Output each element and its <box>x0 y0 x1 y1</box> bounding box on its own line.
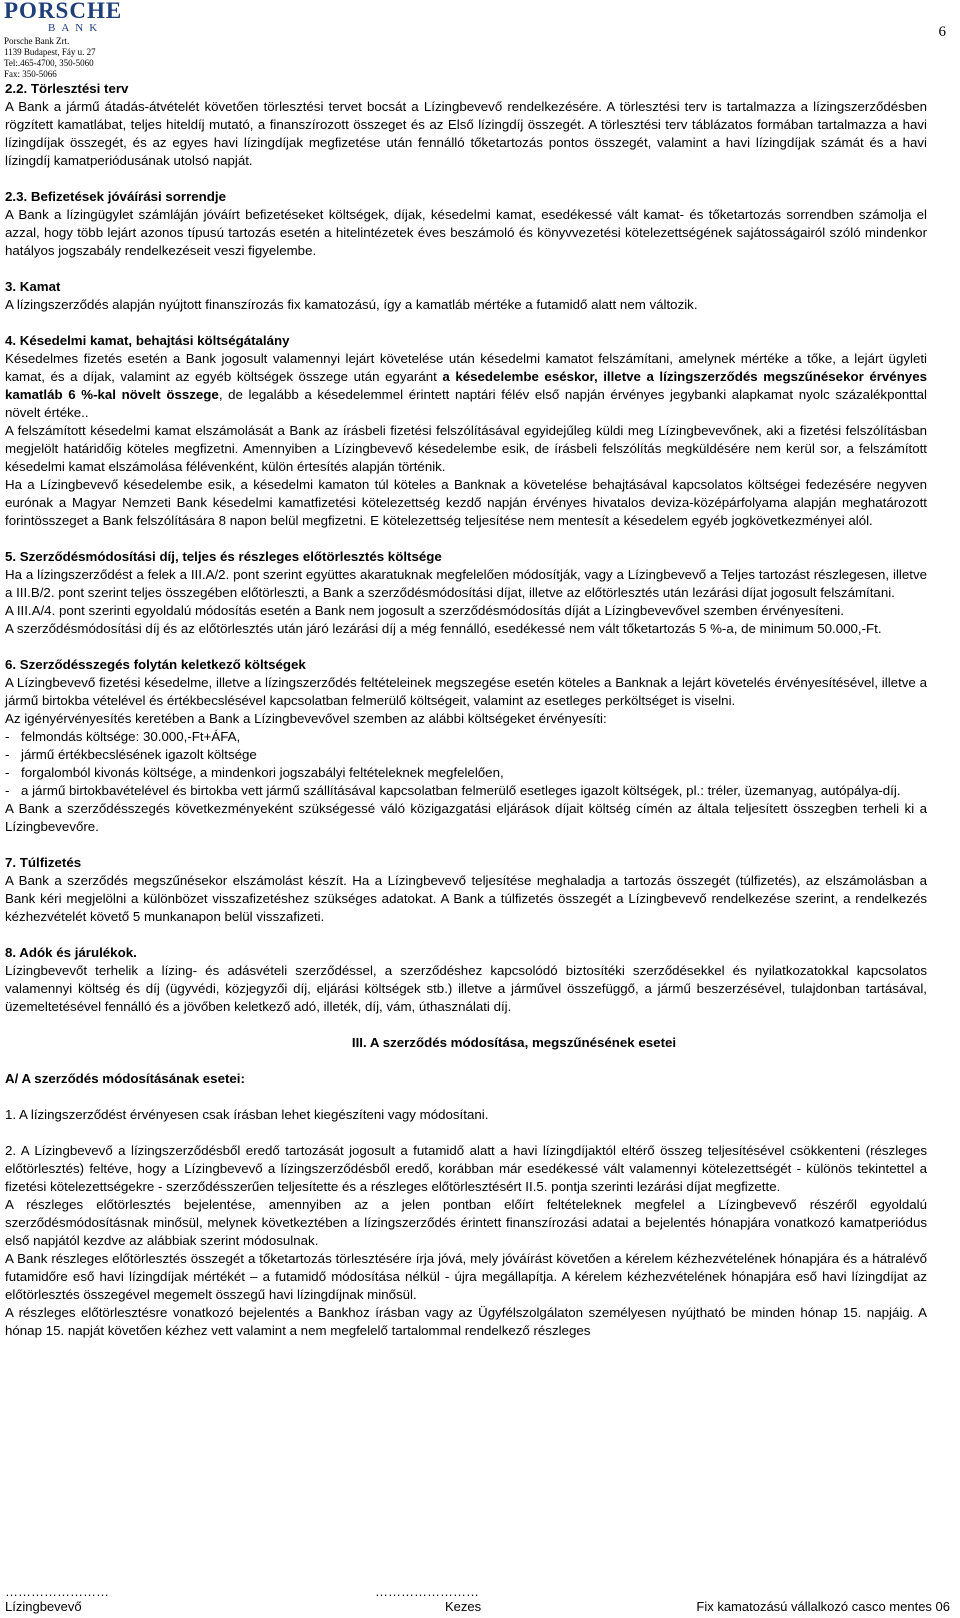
chapter-heading: III. A szerződés módosítása, megszűnésének esetei <box>351 1035 677 1050</box>
address-line: Porsche Bank Zrt. <box>4 36 70 46</box>
paragraph: A Bank a lízingügylet számláján jóváírt befizetéseket költségek, díjak, késedelmi kamat, esedékessé vált kamat- és tőketartozás sorrendben számolja el azzal, hogy több lejárt azonos típusú tartozás esetén a hitelintézetek éves beszámoló és könyvvezetési kötelezettségének sajátosságairól szóló mindenkor hatályos jogszabály rendelkezéseit veszi figyelembe. <box>5 207 927 258</box>
paragraph: A szerződésmódosítási díj és az előtörlesztés után járó lezárási díj a még fennálló, esedékessé nem vált tőketartozás 5 %-a, de minimum 50.000,-Ft. <box>5 621 882 636</box>
section-heading: 2.2. Törlesztési terv <box>5 81 129 96</box>
section-heading: 8. Adók és járulékok. <box>5 945 137 960</box>
logo-bank: BANK <box>48 22 104 34</box>
paragraph: A Bank a jármű átadás-átvételét követően törlesztési tervet bocsát a Lízingbevevő rendelkezésére. A törlesztési terv is tartalmazza a lízingszerződésben rögzített kamatlábat, teljes hiteldíj mutató, a finanszírozott összeget és az Első lízingdíj összegét. A törlesztési terv táblázatos formában tartalmazza a havi lízingdíjak összegét, és az egyes havi lízingdíjak megfizetése után fennálló tőketartozás pontos összegét, valamint a havi lízingdíjak számát és a havi lízingdíj kamatperiódusának utolsó napját. <box>5 99 927 168</box>
section-heading: 2.3. Befizetések jóváírási sorrendje <box>5 189 226 204</box>
emphasis: a késedelembe eséskor, illetve a lízingszerződés megszűnésekor érvényes kamatláb 6 %-kal növelt összege <box>5 369 927 402</box>
paragraph-part: , de legalább a késedelemmel érintett naptári félév első napján érvényes jegybanki alapkamat nyolc százalékponttal növelt értéke.. <box>5 387 927 420</box>
section-heading: 4. Késedelmi kamat, behajtási költségátalány <box>5 333 290 348</box>
paragraph: A lízingszerződés alapján nyújtott finanszírozás fix kamatozású, így a kamatláb mértéke a futamidő alatt nem változik. <box>5 297 698 312</box>
footer-guarantor: Kezes <box>445 1599 482 1614</box>
paragraph <box>5 350 927 422</box>
paragraph: Ha a Lízingbevevő késedelembe esik, a késedelmi kamaton túl köteles a Banknak a követelése behajtásával kapcsolatos költségei fedezésére negyven eurónak a Magyar Nemzeti Bank késedelmi kamatfizetési kötelezettség kezdő napján érvényes hivatalos deviza-középárfolyama alapján meghatározott forintösszeget a Bank felszólítására 8 napon belül megfizetni. E kötelezettség teljesítése nem mentesít a késedelem egyéb jogkövetkezményei alól. <box>5 477 927 528</box>
section-heading: 3. Kamat <box>5 279 61 294</box>
bank-logo <box>4 0 164 80</box>
paragraph: A részleges előtörlesztés bejelentése, amennyiben az a jelen pontban előírt feltételeknek megfelel a Lízingbevevő részéről egyoldalú szerződésmódosításnak minősül, melynek következtében a lízingszerződés érintett finanszírozási adatai a bejelentés hónapjára vonatkozó kamatperiódus első napjától kezdve az alábbiak szerint módosulnak. <box>5 1197 927 1248</box>
list-item: - a jármű birtokbavételével és birtokba vett jármű szállításával kapcsolatban felmerülő esetleges igazolt költségek, pl.: tréler, üzemanyag, autópálya-díj. <box>5 783 901 798</box>
paragraph: A Lízingbevevő fizetési késedelme, illetve a lízingszerződés feltételeinek megszegése esetén köteles a Banknak a lejárt követelés érvényesítésével, illetve a jármű birtokba vételével és értékbecslésével kapcsolatban felmerülő költségeit, valamint az esetleges perköltséget is viselni. <box>5 675 927 708</box>
address-line: Tel:.465-4700, 350-5060 <box>4 58 94 68</box>
paragraph: A Bank részleges előtörlesztés összegét a tőketartozás törlesztésére írja jóvá, mely jóváírást követően a kérelem kézhezvételének hónapjára és a hátralévő futamidőre eső havi lízingdíjak mértékét – a futamidő módosítása nélkül - újra megállapítja. A kérelem kézhezvételének hónapjára eső havi lízingdíjat az előtörlesztés összegével megemelt összegű havi lízingdíjnak minősül. <box>5 1251 927 1302</box>
signature-dots: …………………… <box>375 1584 479 1599</box>
footer-doc-id: Fix kamatozású vállalkozó casco mentes 06 <box>696 1599 950 1614</box>
section-heading: 6. Szerződésszegés folytán keletkező költségek <box>5 657 306 672</box>
paragraph: A részleges előtörlesztésre vonatkozó bejelentés a Bankhoz írásban vagy az Ügyfélszolgálaton személyesen nyújtható be minden hónap 15. napjáig. A hónap 15. napját követően kézhez vett valamint a nem megfelelő tartalommal rendelkező részleges <box>5 1305 927 1338</box>
subsection-heading: A/ A szerződés módosításának esetei: <box>5 1071 245 1086</box>
page-number: 6 <box>938 24 946 40</box>
section-heading: 7. Túlfizetés <box>5 855 82 870</box>
paragraph: A Bank a szerződés megszűnésekor elszámolást készít. Ha a Lízingbevevő teljesítése meghaladja a tartozás összegét (túlfizetés), az elszámolásban a Bank kéri megjelölni a különbözet visszafizetéshez szükséges adatokat. A Bank a túlfizetés összegét a Lízingbevevő rendelkezése szerint, a rendelkezés kézhezvételét követő 5 munkanapon belül visszafizeti. <box>5 873 927 924</box>
document-body <box>5 80 927 1340</box>
numbered-item: 2. A Lízingbevevő a lízingszerződésből eredő tartozását jogosult a futamidő alatt a havi lízingdíjaktól eltérő összeg teljesítésével csökkenteni (részleges előtörlesztés) feltéve, hogy a Lízingbevevő a lízingszerződésből eredő, korábban már esedékessé vált valamennyi kötelezettségét - különös tekintettel a fizetési kötelezettségekre - szerződésszerűen teljesítette és a részleges előtörlesztésért II.5. pontja szerinti lezárási díjat megfizette. <box>5 1143 927 1194</box>
list-item: - forgalomból kivonás költsége, a mindenkori jogszabályi feltételeknek megfelelően, <box>5 765 504 780</box>
address-line: 1139 Budapest, Fáy u. 27 <box>4 47 96 57</box>
list-item: - felmondás költsége: 30.000,-Ft+ÁFA, <box>5 729 241 744</box>
paragraph: A III.A/4. pont szerinti egyoldalú módosítás esetén a Bank nem jogosult a szerződésmódosítás díját a Lízingbevevővel szemben érvényesíteni. <box>5 603 844 618</box>
footer-lessee: Lízingbevevő <box>5 1599 82 1614</box>
paragraph: Az igényérvényesítés keretében a Bank a Lízingbevevővel szemben az alábbi költségeket érvényesíti: <box>5 711 607 726</box>
list-item: - jármű értékbecslésének igazolt költsége <box>5 747 257 762</box>
address-line: Fax: 350-5066 <box>4 69 57 79</box>
paragraph: A Bank a szerződésszegés következményeként szükségessé váló közigazgatási eljárások díjait költség címén az általa teljesített összegben terheli ki a Lízingbevevőre. <box>5 801 927 834</box>
page-footer <box>5 1584 950 1614</box>
paragraph-part: Késedelmes fizetés esetén a Bank jogosult valamennyi lejárt követelése után késedelmi kamatot felszámítani, amelynek mértéke a tőke, a lejárt ügyleti kamat, és a díjak, valamint az egyéb költségek összege után egyaránt <box>5 351 927 384</box>
paragraph: Ha a lízingszerződést a felek a III.A/2. pont szerint együttes akaratuknak megfelelően módosítják, vagy a Lízingbevevő a Teljes tartozást részlegesen, illetve a III.B/2. pont szerint teljes összegében előtörleszti, a Bank a szerződésmódosítási díjat, illetve az előtörlesztés után lezárási díjat jogosult felszámítani. <box>5 567 927 600</box>
paragraph: A felszámított késedelmi kamat elszámolását a Bank az írásbeli fizetési felszólításával egyidejűleg küldi meg Lízingbevevőnek, aki a fizetési felszólításban megjelölt határidőig köteles megfizetni. Amennyiben a Lízingbevevő késedelembe esik, de írásbeli felszólítás megküldésére nem kerül sor, a felszámított késedelmi kamat elszámolása félévenként, külön értesítés alapján történik. <box>5 423 927 474</box>
bank-address <box>4 36 164 80</box>
logo-name: PORSCHE <box>4 0 123 23</box>
paragraph: Lízingbevevőt terhelik a lízing- és adásvételi szerződéssel, a szerződéshez kapcsolódó biztosítéki szerződésekkel és nyilatkozatokkal kapcsolatos valamennyi költség és díj (ügyvédi, közjegyzői díj, eljárási költségek stb.) illetve a járművel összefüggő, a jármű beszerzésével, tulajdonban tartásával, üzemeltetésével fennálló és a jövőben keletkező adó, illeték, díj, vám, úthasználati díj. <box>5 963 927 1014</box>
numbered-item: 1. A lízingszerződést érvényesen csak írásban lehet kiegészíteni vagy módosítani. <box>5 1107 489 1122</box>
section-heading: 5. Szerződésmódosítási díj, teljes és részleges előtörlesztés költsége <box>5 549 442 564</box>
signature-dots: …………………… <box>5 1584 109 1599</box>
